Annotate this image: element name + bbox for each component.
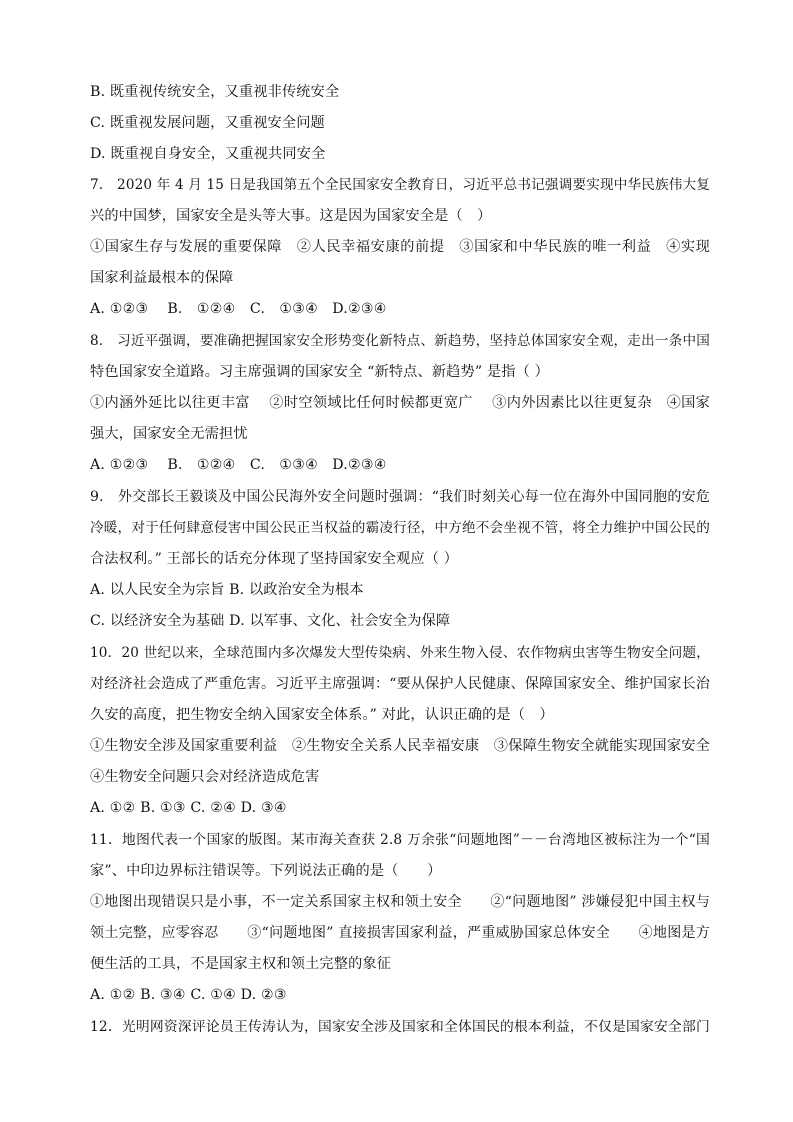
question-9-line-2: 冷暖，对于任何肆意侵害中国公民正当权益的霸凌行径，中方绝不会坐视不管，将全力维护中国公民的 <box>90 520 710 536</box>
question-7-line-1: 7. 2020 年 4 月 15 日是我国第五个全民国家安全教育日，习近平总书记强调要实现中华民族伟大复 <box>90 177 710 193</box>
question-8-line-1: 8. 习近平强调，要准确把握国家安全形势变化新特点、新趋势，坚持总体国家安全观，走出一条中国 <box>90 333 710 349</box>
question-10-line-2: 对经济社会造成了严重危害。习近平主席强调：“要从保护人民健康、保障国家安全、维护国家长治 <box>90 676 710 692</box>
option-b-line: B. 既重视传统安全，又重视非传统安全 <box>90 84 340 100</box>
question-9-answer-options-1: A. 以人民安全为宗旨 B. 以政治安全为根本 <box>90 582 364 598</box>
question-7-line-2: 兴的中国梦，国家安全是头等大事。这是因为国家安全是（ ） <box>90 208 492 224</box>
question-11-statements-line-1: ①地图出现错误只是小事，不一定关系国家主权和领土安全 ②“问题地图” 涉嫌侵犯中国主权与 <box>90 894 710 910</box>
question-12-line-1: 12．光明网资深评论员王传涛认为，国家安全涉及国家和全体国民的根本利益，不仅是国家安全部门 <box>90 1019 710 1035</box>
question-11-statements-line-2: 领土完整，应零容忍 ③“问题地图” 直接损害国家利益，严重威胁国家总体安全 ④地图是方 <box>90 925 710 941</box>
question-8-answer-options: A. ①②③ B. ①②④ C. ①③④ D.②③④ <box>90 457 387 473</box>
question-11-answer-options: A. ①② B. ③④ C. ①④ D. ②③ <box>90 987 287 1003</box>
question-10-line-1: 10．20 世纪以来，全球范围内多次爆发大型传染病、外来生物入侵、农作物病虫害等生物安全问题， <box>90 645 710 661</box>
question-10-statements-line-1: ①生物安全涉及国家重要利益 ②生物安全关系人民幸福安康 ③保障生物安全就能实现国家安全 <box>90 738 710 754</box>
question-10-statements-line-2: ④生物安全问题只会对经济造成危害 <box>90 769 320 785</box>
question-7-statements-line-2: 国家利益最根本的保障 <box>90 270 234 286</box>
question-8-statements-line-2: 强大，国家安全无需担忧 <box>90 426 248 442</box>
option-c-line: C. 既重视发展问题，又重视安全问题 <box>90 115 325 131</box>
question-11-line-2: 家”、中印边界标注错误等。下列说法正确的是（ ） <box>90 863 442 879</box>
question-8-statements-line-1: ①内涵外延比以往更丰富 ②时空领域比任何时候都更宽广 ③内外因素比以往更复杂 ④国家 <box>90 395 710 411</box>
option-d-line: D. 既重视自身安全，又重视共同安全 <box>90 146 326 162</box>
question-11-line-1: 11．地图代表一个国家的版图。某市海关查获 2.8 万余张“问题地图”－－台湾地区被标注为一个“国 <box>90 832 710 848</box>
question-7-answer-options: A. ①②③ B. ①②④ C. ①③④ D.②③④ <box>90 301 387 317</box>
question-9-answer-options-2: C. 以经济安全为基础 D. 以军事、文化、社会安全为保障 <box>90 613 451 629</box>
question-11-statements-line-3: 便生活的工具，不是国家主权和领土完整的象征 <box>90 956 392 972</box>
question-9-line-3: 合法权利。” 王部长的话充分体现了坚持国家安全观应（ ） <box>90 551 459 567</box>
question-8-line-2: 特色国家安全道路。习主席强调的国家安全 “新特点、新趋势” 是指（ ） <box>90 364 549 380</box>
question-9-line-1: 9. 外交部长王毅谈及中国公民海外安全问题时强调：“我们时刻关心每一位在海外中国同胞的安危 <box>90 489 710 505</box>
question-10-answer-options: A. ①② B. ①③ C. ②④ D. ③④ <box>90 800 287 816</box>
question-10-line-3: 久安的高度，把生物安全纳入国家安全体系。” 对此，认识正确的是（ ） <box>90 707 554 723</box>
question-7-statements-line-1: ①国家生存与发展的重要保障 ②人民幸福安康的前提 ③国家和中华民族的唯一利益 ④实现 <box>90 239 710 255</box>
